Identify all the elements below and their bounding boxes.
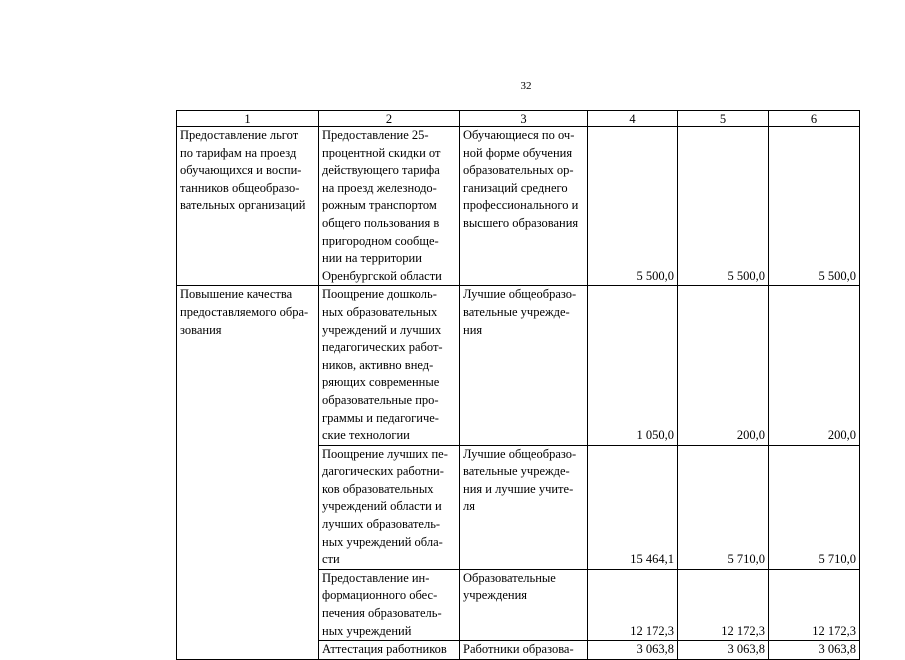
amount-cell: 5 500,0	[769, 127, 860, 286]
amount-cell: 200,0	[678, 286, 769, 445]
measure-cell: Предоставление 25- процентной скидки от действующего тарифа на проезд железнодо- рожным транспортом общего пользования в пригородном сообще- нии на территории Оренбургской области	[319, 127, 460, 286]
amount-cell: 5 500,0	[678, 127, 769, 286]
table-row	[177, 127, 860, 286]
amount-cell: 15 464,1	[588, 445, 678, 569]
header-cell: 5	[678, 111, 769, 127]
recipient-cell: Лучшие общеобразо- вательные учрежде- ния и лучшие учите- ля	[460, 445, 588, 569]
measure-cell: Поощрение дошколь- ных образовательных учреждений и лучших педагогических работ- ников, активно внед- ряющих современные образовательные про- граммы и педагогиче- ские технологии	[319, 286, 460, 445]
recipient-cell: Образовательные учреждения	[460, 569, 588, 640]
amount-cell: 3 063,8	[588, 641, 678, 660]
header-cell: 1	[177, 111, 319, 127]
measure-cell: Предоставление ин- формационного обес- печения образователь- ных учреждений	[319, 569, 460, 640]
amount-cell: 12 172,3	[588, 569, 678, 640]
direction-cell: Предоставление льгот по тарифам на проезд обучающихся и воспи- танников общеобразо- вательных организаций	[177, 127, 319, 286]
header-row	[177, 111, 860, 127]
measure-cell: Аттестация работников	[319, 641, 460, 660]
recipient-cell: Лучшие общеобразо- вательные учрежде- ния	[460, 286, 588, 445]
amount-cell: 5 500,0	[588, 127, 678, 286]
header-cell: 6	[769, 111, 860, 127]
recipient-cell: Обучающиеся по оч- ной форме обучения образовательных ор- ганизаций среднего профессионального и высшего образования	[460, 127, 588, 286]
amount-cell: 3 063,8	[769, 641, 860, 660]
header-cell: 4	[588, 111, 678, 127]
amount-cell: 3 063,8	[678, 641, 769, 660]
direction-cell: Повышение качества предоставляемого обра- зования	[177, 286, 319, 659]
amount-cell: 200,0	[769, 286, 860, 445]
amount-cell: 5 710,0	[678, 445, 769, 569]
budget-table	[176, 110, 860, 660]
header-cell: 2	[319, 111, 460, 127]
page-number: 32	[520, 80, 532, 92]
amount-cell: 5 710,0	[769, 445, 860, 569]
amount-cell: 12 172,3	[769, 569, 860, 640]
amount-cell: 12 172,3	[678, 569, 769, 640]
amount-cell: 1 050,0	[588, 286, 678, 445]
recipient-cell: Работники образова-	[460, 641, 588, 660]
measure-cell: Поощрение лучших пе- дагогических работни- ков образовательных учреждений области и лучших образователь- ных учреждений обла- сти	[319, 445, 460, 569]
table-row	[177, 286, 860, 445]
header-cell: 3	[460, 111, 588, 127]
